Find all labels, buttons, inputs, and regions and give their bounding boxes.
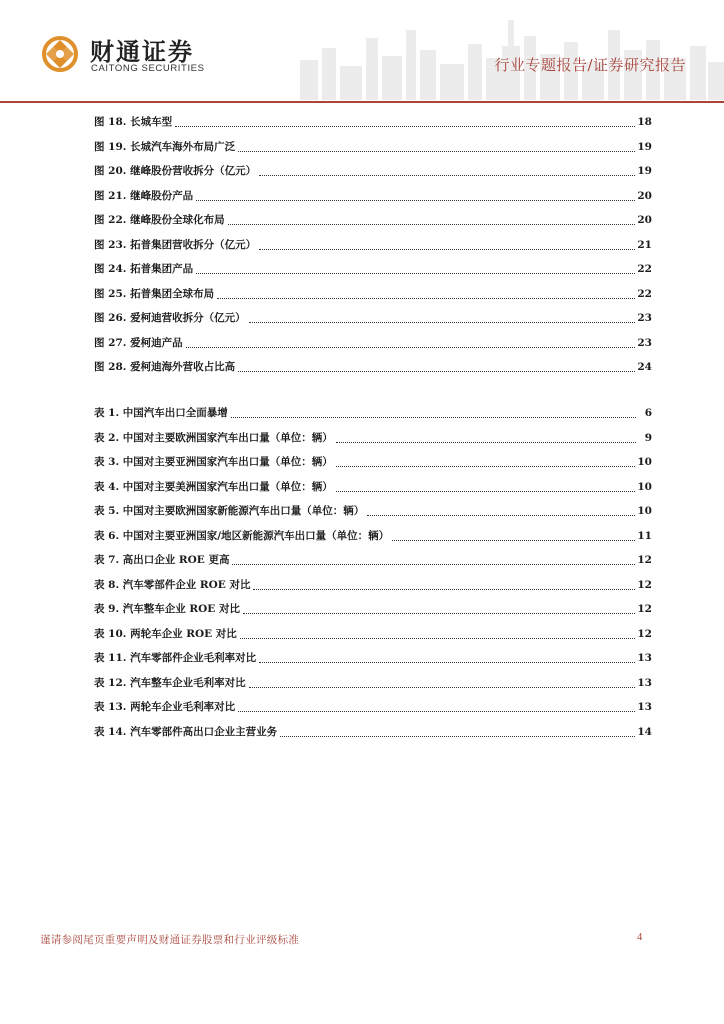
toc-entry-title: 表 11. 汽车零部件企业毛利率对比 (94, 652, 257, 664)
toc-entry-title: 表 9. 汽车整车企业 ROE 对比 (94, 603, 240, 615)
toc-dot-leader (336, 481, 636, 492)
toc-entry-page: 12 (637, 554, 652, 566)
footer-page-number: 4 (637, 932, 643, 943)
toc-entry-title: 图 19. 长城汽车海外布局广泛 (94, 140, 236, 153)
toc-entry-title: 图 25. 拓普集团全球布局 (94, 287, 215, 300)
toc-dot-leader (196, 263, 635, 274)
toc-dot-leader (249, 677, 636, 688)
toc-entry-page: 13 (637, 701, 652, 713)
toc-entry-title: 表 5. 中国对主要欧洲国家新能源汽车出口量（单位：辆） (94, 505, 365, 517)
toc-dot-leader (259, 165, 635, 176)
toc-entry-page: 23 (637, 336, 652, 349)
toc-dot-leader (280, 726, 635, 737)
toc-dot-leader (243, 603, 635, 614)
footer-disclaimer: 谨请参阅尾页重要声明及财通证券股票和行业评级标准 (40, 934, 300, 946)
toc-entry[interactable] (94, 335, 652, 351)
toc-entry-page: 9 (644, 431, 652, 444)
toc-entry-title: 图 27. 爱柯迪产品 (94, 336, 183, 349)
toc-entry-title: 图 24. 拓普集团产品 (94, 263, 194, 275)
toc-entry-page: 19 (637, 165, 652, 177)
toc-entry-title: 图 22. 继峰股份全球化布局 (94, 214, 225, 226)
toc-entry[interactable] (94, 650, 652, 666)
toc-entry-title: 表 12. 汽车整车企业毛利率对比 (94, 676, 246, 689)
toc-entry-title: 图 23. 拓普集团营收拆分（亿元） (94, 238, 257, 251)
brand-name-cn: 财通证券 (90, 38, 194, 66)
toc-dot-leader (228, 214, 636, 225)
toc-dot-leader (240, 628, 636, 639)
toc-entry-page: 14 (637, 725, 652, 738)
toc-entry-page: 13 (637, 676, 652, 689)
brand-name-en: CAITONG SECURITIES (91, 63, 205, 74)
toc-dot-leader (238, 701, 635, 712)
toc-entry[interactable] (94, 163, 652, 179)
toc-entry-title: 图 26. 爱柯迪营收拆分（亿元） (94, 312, 246, 324)
toc-entry-page: 10 (637, 456, 652, 468)
toc-entry[interactable] (94, 552, 652, 568)
toc-entry-page: 13 (637, 652, 652, 664)
toc-entry-page: 12 (637, 627, 652, 640)
toc-entry[interactable] (94, 237, 652, 253)
toc-entry-title: 图 20. 继峰股份营收拆分（亿元） (94, 165, 257, 177)
toc-dot-leader (231, 407, 636, 418)
toc-entry-page: 22 (637, 287, 652, 300)
toc-entry[interactable] (94, 405, 652, 421)
report-type-label: 行业专题报告/证券研究报告 (494, 56, 686, 74)
toc-entry-title: 表 4. 中国对主要美洲国家汽车出口量（单位：辆） (94, 480, 333, 493)
toc-entry-title: 表 8. 汽车零部件企业 ROE 对比 (94, 578, 251, 591)
toc-entry[interactable] (94, 454, 652, 470)
toc-entry[interactable] (94, 286, 652, 302)
toc-dot-leader (259, 239, 635, 250)
toc-dot-leader (367, 505, 635, 516)
toc-entry[interactable] (94, 188, 652, 204)
toc-entry-page: 20 (637, 189, 652, 202)
toc-entry[interactable] (94, 601, 652, 617)
toc-dot-leader (253, 579, 635, 590)
toc-entry[interactable] (94, 479, 652, 495)
toc-entry-page: 20 (637, 214, 652, 226)
toc-entry-page: 21 (637, 238, 652, 251)
toc-dot-leader (196, 190, 635, 201)
toc-entry[interactable] (94, 359, 652, 375)
toc-entry[interactable] (94, 139, 652, 155)
toc-entry-title: 表 1. 中国汽车出口全面暴增 (94, 407, 228, 419)
toc-entry[interactable] (94, 626, 652, 642)
city-skyline-graphic (240, 0, 724, 100)
page-header (0, 0, 724, 104)
toc-entry-page: 19 (637, 140, 652, 153)
toc-entry-page: 11 (637, 529, 652, 542)
toc-entry-page: 12 (637, 603, 652, 615)
toc-dot-leader (238, 141, 635, 152)
toc-entry[interactable] (94, 577, 652, 593)
toc-entry-page: 23 (637, 312, 652, 324)
toc-dot-leader (175, 116, 635, 127)
toc-entry[interactable] (94, 675, 652, 691)
toc-dot-leader (238, 361, 635, 372)
toc-entry-title: 图 21. 继峰股份产品 (94, 189, 194, 202)
toc-entry-title: 表 14. 汽车零部件高出口企业主营业务 (94, 725, 278, 738)
toc-entry[interactable] (94, 528, 652, 544)
toc-entry[interactable] (94, 724, 652, 740)
toc-entry-title: 表 7. 高出口企业 ROE 更高 (94, 554, 230, 566)
toc-dot-leader (186, 337, 636, 348)
toc-entry[interactable] (94, 503, 652, 519)
toc-entry-title: 表 6. 中国对主要亚洲国家/地区新能源汽车出口量（单位：辆） (94, 529, 390, 542)
toc-dot-leader (336, 432, 636, 443)
toc-entry-page: 10 (637, 480, 652, 493)
toc-dot-leader (336, 456, 636, 467)
toc-entry[interactable] (94, 430, 652, 446)
toc-entry[interactable] (94, 699, 652, 715)
header-divider (0, 101, 724, 103)
toc-entry-title: 图 18. 长城车型 (94, 116, 173, 128)
toc-entry[interactable] (94, 212, 652, 228)
toc-dot-leader (232, 554, 635, 565)
toc-entry-page: 22 (637, 263, 652, 275)
toc-entry-title: 表 10. 两轮车企业 ROE 对比 (94, 627, 237, 640)
toc-entry-title: 表 3. 中国对主要亚洲国家汽车出口量（单位：辆） (94, 456, 333, 468)
toc-entry-title: 表 13. 两轮车企业毛利率对比 (94, 701, 236, 713)
toc-dot-leader (259, 652, 635, 663)
toc-entry-page: 18 (637, 116, 652, 128)
toc-entry-title: 图 28. 爱柯迪海外营收占比高 (94, 361, 236, 373)
caitong-logo-icon (40, 34, 80, 74)
toc-entry-page: 10 (637, 505, 652, 517)
toc-entry-title: 表 2. 中国对主要欧洲国家汽车出口量（单位：辆） (94, 431, 333, 444)
toc-entry[interactable] (94, 261, 652, 277)
toc-entry[interactable] (94, 310, 652, 326)
toc-dot-leader (249, 312, 636, 323)
toc-entry-page: 6 (644, 407, 652, 419)
toc-entry-page: 24 (637, 361, 652, 373)
toc-dot-leader (392, 530, 635, 541)
toc-entry-page: 12 (637, 578, 652, 591)
toc-dot-leader (217, 288, 635, 299)
toc-entry[interactable] (94, 114, 652, 130)
